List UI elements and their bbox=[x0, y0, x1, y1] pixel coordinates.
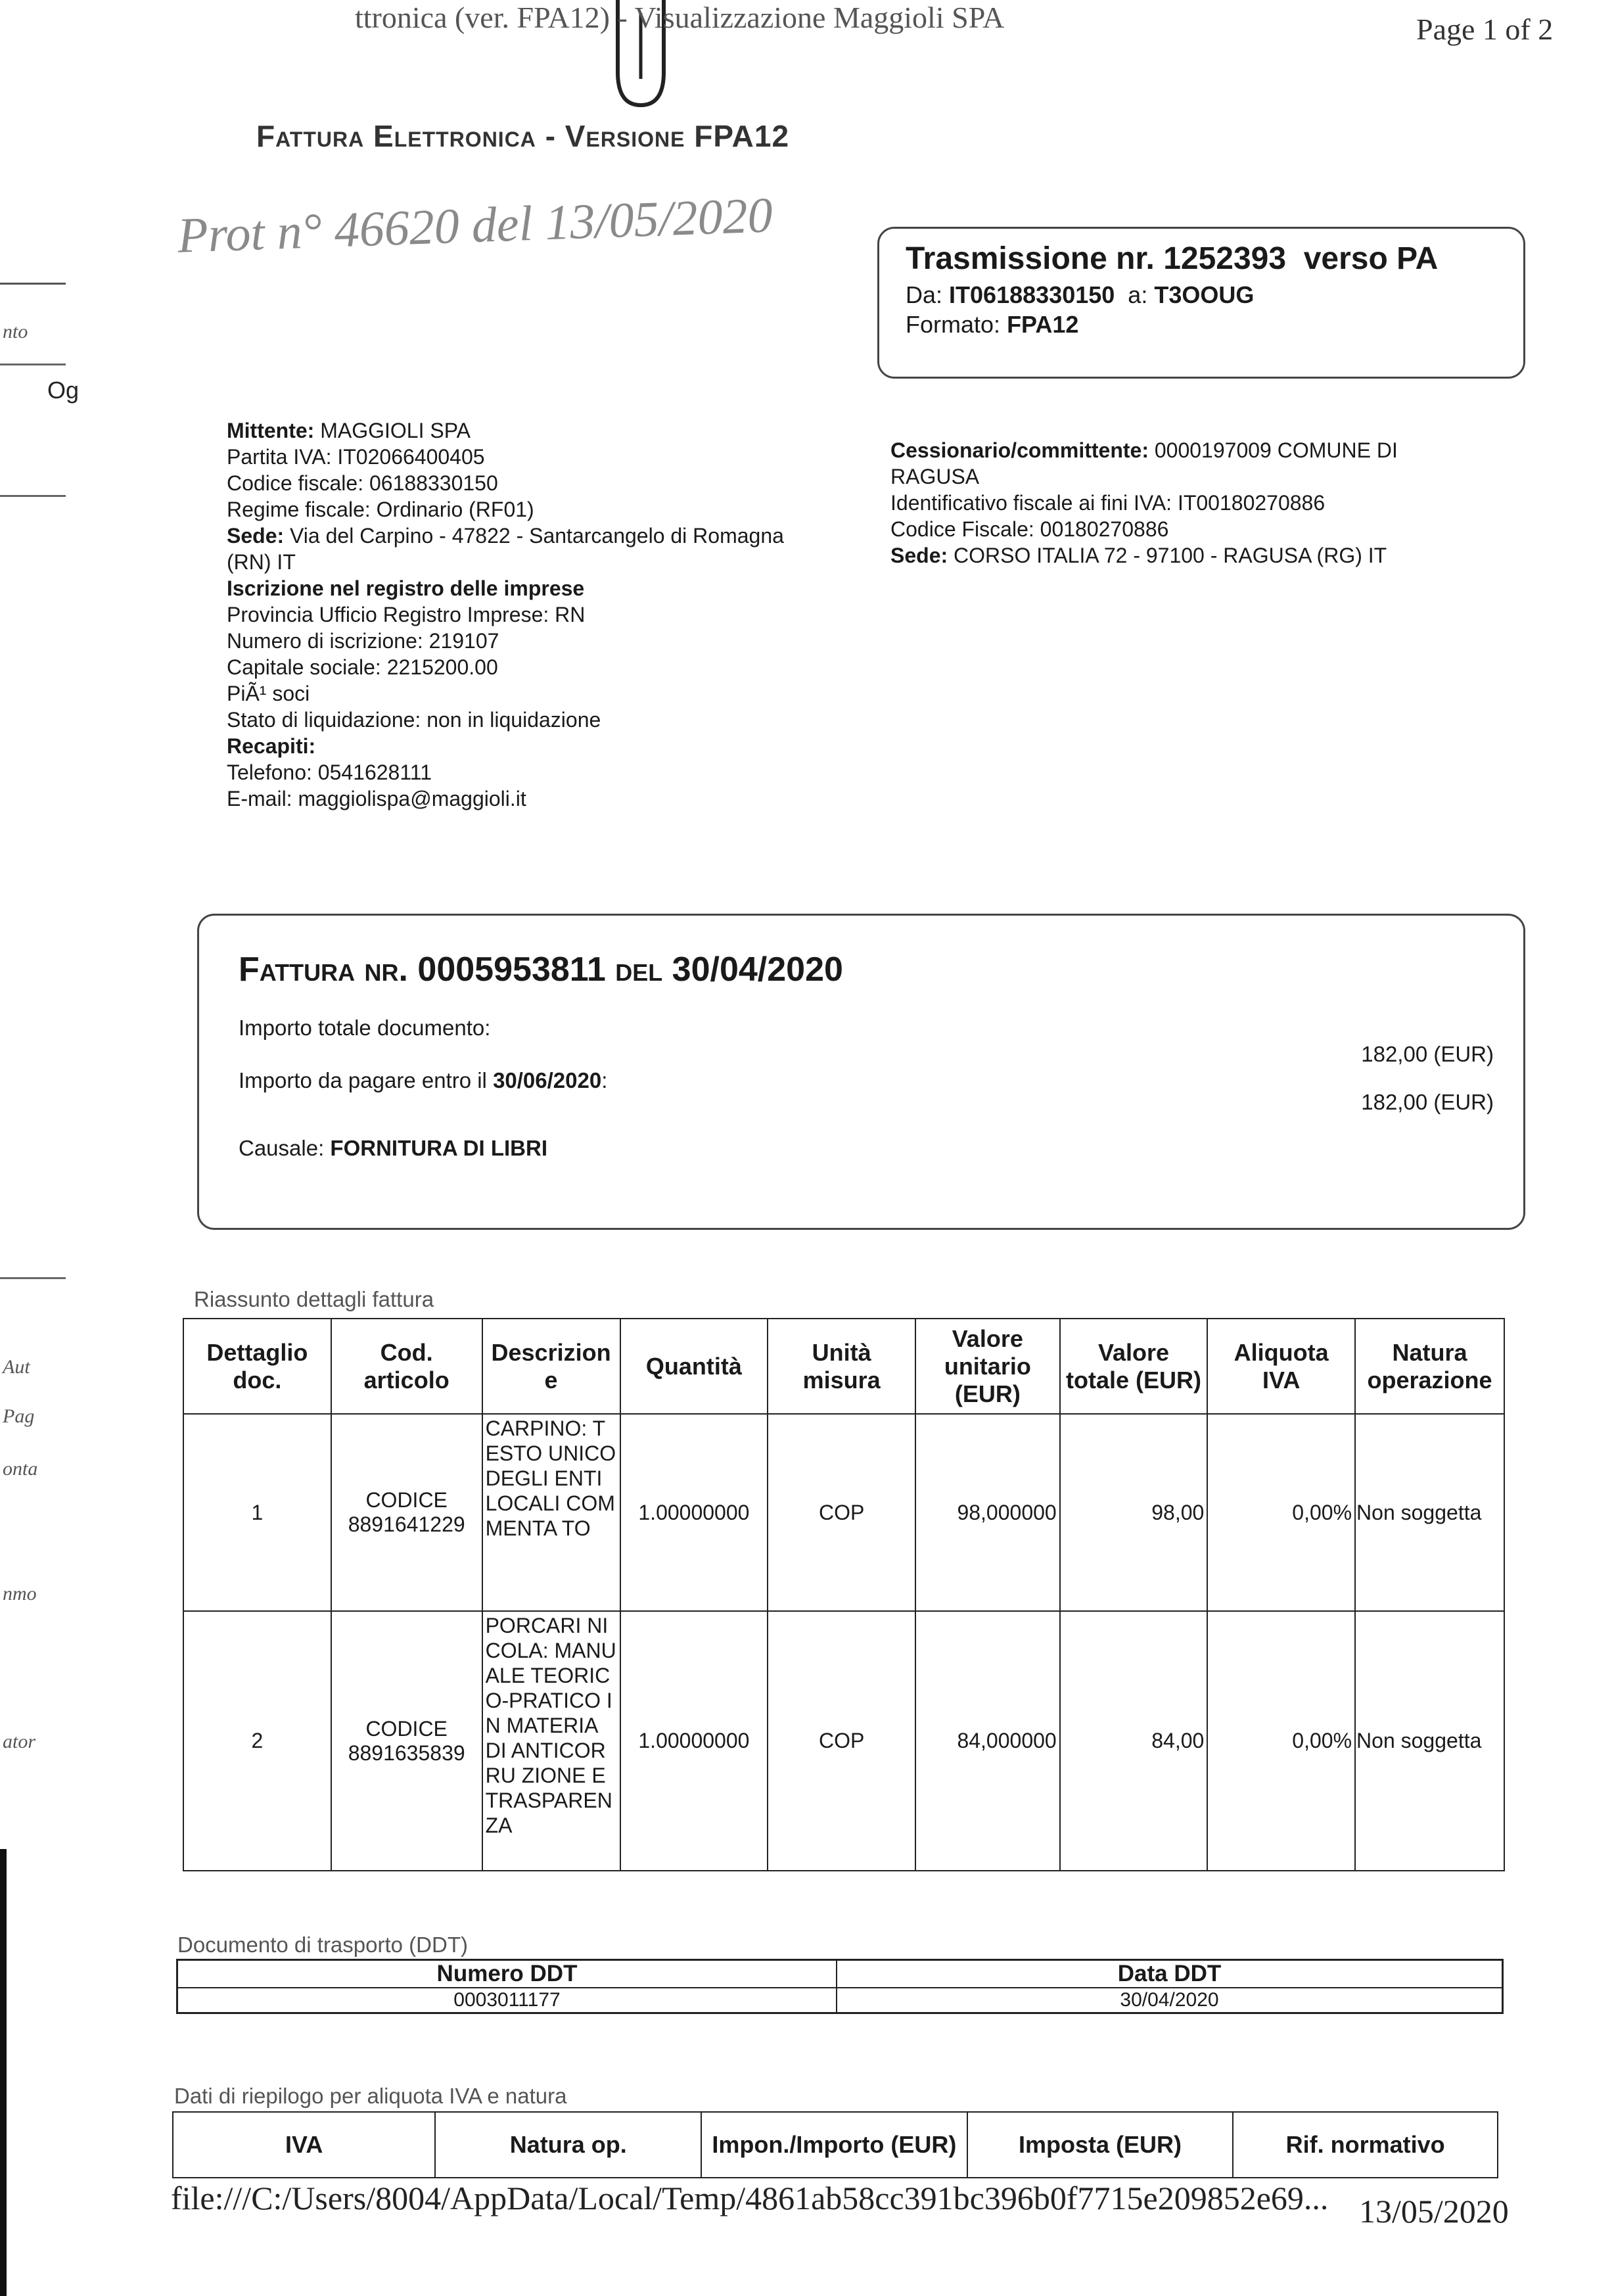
ddt-date-value: 30/04/2020 bbox=[837, 1988, 1502, 2013]
column-header: Imposta (EUR) bbox=[967, 2112, 1234, 2178]
edge-fragment: onta bbox=[3, 1458, 38, 1480]
cell-unita: COP bbox=[768, 1414, 915, 1611]
invoice-del-word: del bbox=[615, 950, 663, 989]
receiver-address-line bbox=[890, 542, 1482, 569]
edge-divider bbox=[0, 1277, 66, 1279]
invoice-details-table bbox=[183, 1318, 1505, 1871]
column-header: Natura operazione bbox=[1355, 1319, 1504, 1414]
edge-divider bbox=[0, 363, 66, 365]
column-header: Rif. normativo bbox=[1233, 2112, 1498, 2178]
from-value: IT06188330150 bbox=[949, 281, 1115, 308]
print-footer-date: 13/05/2020 bbox=[1359, 2193, 1509, 2230]
due-amount-value: 182,00 (EUR) bbox=[1361, 1090, 1494, 1114]
edge-fragment: Aut bbox=[3, 1356, 30, 1378]
edge-fragment: ator bbox=[3, 1731, 36, 1752]
transmission-title-prefix: Trasmissione nr. bbox=[906, 241, 1155, 276]
cell-unitario: 98,000000 bbox=[915, 1414, 1060, 1611]
format-value: FPA12 bbox=[1007, 311, 1079, 338]
ddt-header-row bbox=[177, 1960, 1503, 1988]
causale-line bbox=[239, 1136, 547, 1161]
left-page-edge bbox=[0, 283, 80, 2296]
transmission-title bbox=[906, 241, 1438, 277]
cell-codice: CODICE 8891635839 bbox=[331, 1611, 482, 1871]
summary-header-row bbox=[173, 2112, 1498, 2178]
column-header: Natura op. bbox=[435, 2112, 701, 2178]
transmission-format bbox=[906, 311, 1078, 339]
column-header: Aliquota IVA bbox=[1207, 1319, 1355, 1414]
table-row bbox=[183, 1414, 1504, 1611]
sender-email: E-mail: maggiolispa@maggioli.it bbox=[227, 787, 526, 810]
ddt-section-label: Documento di trasporto (DDT) bbox=[177, 1933, 468, 1957]
cell-aliquota: 0,00% bbox=[1207, 1611, 1355, 1871]
sender-phone: Telefono: 0541628111 bbox=[227, 761, 432, 784]
causale-value: FORNITURA DI LIBRI bbox=[330, 1136, 548, 1160]
cell-codice: CODICE 8891641229 bbox=[331, 1414, 482, 1611]
registry-province: Provincia Ufficio Registro Imprese: RN bbox=[227, 603, 586, 626]
column-header: Quantità bbox=[620, 1319, 768, 1414]
edge-scan-shadow bbox=[0, 1849, 7, 2296]
sender-block bbox=[227, 417, 818, 812]
cell-descrizione: PORCARI NICOLA: MANUALE TEORICO-PRATICO IN MATERIA DI ANTICORRU ZIONE E TRASPAREN ZA bbox=[482, 1611, 620, 1871]
share-capital: Capitale sociale: 2215200.00 bbox=[227, 655, 498, 679]
sender-name: MAGGIOLI SPA bbox=[320, 419, 471, 442]
liquidation-status: Stato di liquidazione: non in liquidazione bbox=[227, 708, 601, 732]
sender-tax-code: Codice fiscale: 06188330150 bbox=[227, 471, 498, 495]
page-indicator: Page 1 of 2 bbox=[1416, 12, 1554, 46]
registry-heading bbox=[227, 575, 818, 601]
total-amount-value: 182,00 (EUR) bbox=[1361, 1042, 1494, 1066]
table-row bbox=[177, 1988, 1503, 2013]
transmission-box bbox=[877, 227, 1525, 379]
receiver-address: CORSO ITALIA 72 - 97100 - RAGUSA (RG) IT bbox=[954, 544, 1387, 567]
summary-section-label: Dati di riepilogo per aliquota IVA e natura bbox=[174, 2084, 567, 2108]
receiver-address-label: Sede: bbox=[890, 544, 948, 567]
receiver-name-line bbox=[890, 437, 1482, 463]
sender-label: Mittente: bbox=[227, 419, 315, 442]
column-header: Impon./Importo (EUR) bbox=[701, 2112, 967, 2178]
cell-dettaglio: 1 bbox=[183, 1414, 331, 1611]
cell-aliquota: 0,00% bbox=[1207, 1414, 1355, 1611]
sender-address-label: Sede: bbox=[227, 524, 285, 548]
details-header-row bbox=[183, 1319, 1504, 1414]
contacts-heading bbox=[227, 733, 818, 759]
due-amount-label-text: Importo da pagare entro il bbox=[239, 1068, 487, 1092]
edge-fragment: nto bbox=[3, 321, 28, 342]
print-header-title: ttronica (ver. FPA12) - Visualizzazione Maggioli SPA bbox=[355, 1, 1005, 34]
edge-fragment: Pag bbox=[3, 1405, 35, 1427]
cell-natura: Non soggetta bbox=[1355, 1611, 1504, 1871]
sender-tax-regime: Regime fiscale: Ordinario (RF01) bbox=[227, 498, 534, 521]
total-amount-label: Importo totale documento: bbox=[239, 1016, 491, 1040]
causale-label: Causale: bbox=[239, 1136, 325, 1160]
sender-vat: Partita IVA: IT02066400405 bbox=[227, 445, 485, 469]
cell-totale: 98,00 bbox=[1060, 1414, 1208, 1611]
table-row bbox=[183, 1611, 1504, 1871]
transmission-title-suffix: verso PA bbox=[1303, 241, 1439, 276]
document-title: Fattura Elettronica - Versione FPA12 bbox=[256, 119, 790, 153]
due-amount-label: Importo da pagare entro il 30/06/2020: bbox=[239, 1068, 608, 1092]
invoice-title bbox=[239, 950, 843, 989]
cell-unita: COP bbox=[768, 1611, 915, 1871]
cell-unitario: 84,000000 bbox=[915, 1611, 1060, 1871]
sender-address-line2: (RN) IT bbox=[227, 550, 296, 574]
sender-address: Via del Carpino - 47822 - Santarcangelo di Romagna bbox=[290, 524, 784, 548]
to-value: T3OOUG bbox=[1154, 281, 1255, 308]
shareholders: PiÃ¹ soci bbox=[227, 682, 310, 705]
sender-address-line bbox=[227, 523, 818, 549]
edge-fragment: Og bbox=[47, 377, 80, 404]
receiver-name-line2: RAGUSA bbox=[890, 465, 980, 488]
contacts-heading-text: Recapiti: bbox=[227, 734, 316, 758]
to-label: a: bbox=[1128, 281, 1148, 308]
ddt-date-header: Data DDT bbox=[837, 1960, 1502, 1988]
receiver-tax-code: Codice Fiscale: 00180270886 bbox=[890, 517, 1169, 541]
transmission-route bbox=[906, 281, 1254, 309]
receiver-block bbox=[890, 437, 1482, 569]
invoice-date: 30/04/2020 bbox=[672, 950, 843, 989]
cell-totale: 84,00 bbox=[1060, 1611, 1208, 1871]
column-header: Dettaglio doc. bbox=[183, 1319, 331, 1414]
cell-quantita: 1.00000000 bbox=[620, 1611, 768, 1871]
invoice-summary-box bbox=[197, 914, 1525, 1230]
handwritten-protocol-note: Prot n° 46620 del 13/05/2020 bbox=[176, 187, 773, 264]
vat-summary-table bbox=[172, 2111, 1498, 2178]
ddt-number-header: Numero DDT bbox=[177, 1960, 837, 1988]
edge-fragment: nmo bbox=[3, 1583, 37, 1605]
edge-divider bbox=[0, 495, 66, 497]
column-header: Cod. articolo bbox=[331, 1319, 482, 1414]
column-header: Valore totale (EUR) bbox=[1060, 1319, 1208, 1414]
column-header: Unità misura bbox=[768, 1319, 915, 1414]
details-section-label: Riassunto dettagli fattura bbox=[194, 1287, 434, 1311]
registry-number: Numero di iscrizione: 219107 bbox=[227, 629, 499, 653]
column-header: Valore unitario (EUR) bbox=[915, 1319, 1060, 1414]
transmission-number: 1252393 bbox=[1163, 241, 1287, 276]
format-label: Formato: bbox=[906, 311, 1001, 338]
receiver-label: Cessionario/committente: bbox=[890, 438, 1149, 462]
cell-descrizione: CARPINO: TESTO UNICO DEGLI ENTI LOCALI COMMENTA TO bbox=[482, 1414, 620, 1611]
cell-quantita: 1.00000000 bbox=[620, 1414, 768, 1611]
receiver-name: 0000197009 COMUNE DI bbox=[1154, 438, 1398, 462]
ddt-table bbox=[176, 1959, 1504, 2014]
cell-dettaglio: 2 bbox=[183, 1611, 331, 1871]
from-label: Da: bbox=[906, 281, 943, 308]
due-date: 30/06/2020 bbox=[493, 1068, 602, 1092]
invoice-title-word: Fattura nr. bbox=[239, 950, 408, 989]
invoice-number: 0005953811 bbox=[417, 950, 606, 989]
column-header: Descrizion e bbox=[482, 1319, 620, 1414]
column-header: IVA bbox=[173, 2112, 435, 2178]
cell-natura: Non soggetta bbox=[1355, 1414, 1504, 1611]
ddt-number-value: 0003011177 bbox=[177, 1988, 837, 2013]
receiver-vat: Identificativo fiscale ai fini IVA: IT00180270886 bbox=[890, 491, 1326, 515]
registry-heading-text: Iscrizione nel registro delle imprese bbox=[227, 576, 585, 600]
sender-name-line bbox=[227, 417, 818, 444]
print-footer-url: file:///C:/Users/8004/AppData/Local/Temp/4861ab58cc391bc396b0f7715e209852e69... bbox=[171, 2180, 1329, 2216]
